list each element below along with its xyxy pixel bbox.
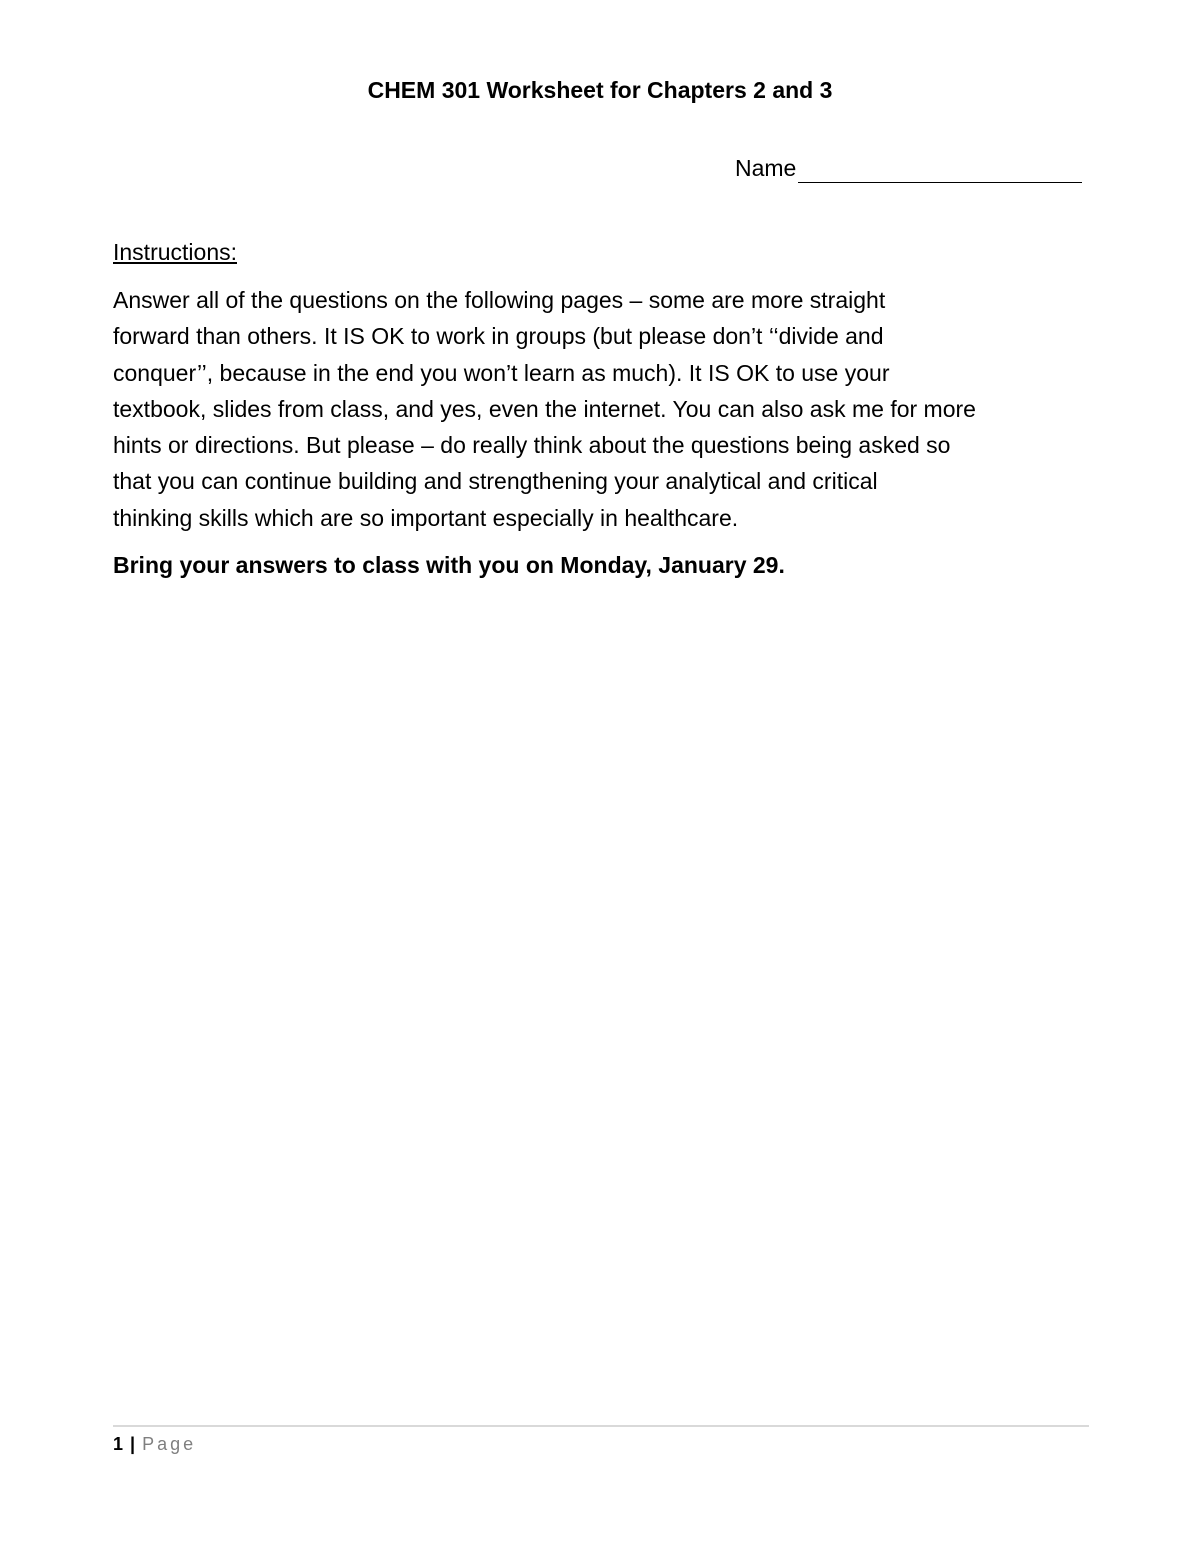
name-label: Name <box>735 155 797 181</box>
instructions-line: that you can continue building and strengthening your analytical and critical <box>113 468 878 495</box>
instructions-line: forward than others. It IS OK to work in groups (but please don’t ‘‘divide and <box>113 323 884 350</box>
page-number: 1 <box>113 1434 124 1454</box>
name-blank-line <box>798 158 1082 183</box>
page-label: Page <box>142 1434 197 1454</box>
instructions-line: hints or directions. But please – do really think about the questions being asked so <box>113 432 951 459</box>
page-footer <box>113 1432 196 1456</box>
footer-separator: | <box>130 1434 136 1454</box>
instructions-line: Answer all of the questions on the following pages – some are more straight <box>113 287 886 313</box>
name-field <box>735 153 1082 183</box>
instructions-line: thinking skills which are so important especially in healthcare. <box>113 504 739 531</box>
footer-divider <box>113 1425 1089 1427</box>
instructions-line: conquer’’, because in the end you won’t learn as much). It IS OK to use your <box>113 359 890 386</box>
instructions-heading: Instructions: <box>113 239 237 265</box>
instructions-paragraph <box>113 282 1093 536</box>
document-title: CHEM 301 Worksheet for Chapters 2 and 3 <box>367 77 833 103</box>
deadline-statement: Bring your answers to class with you on Monday, January 29. <box>113 552 785 578</box>
instructions-line: textbook, slides from class, and yes, even the internet. You can also ask me for more <box>113 395 976 422</box>
